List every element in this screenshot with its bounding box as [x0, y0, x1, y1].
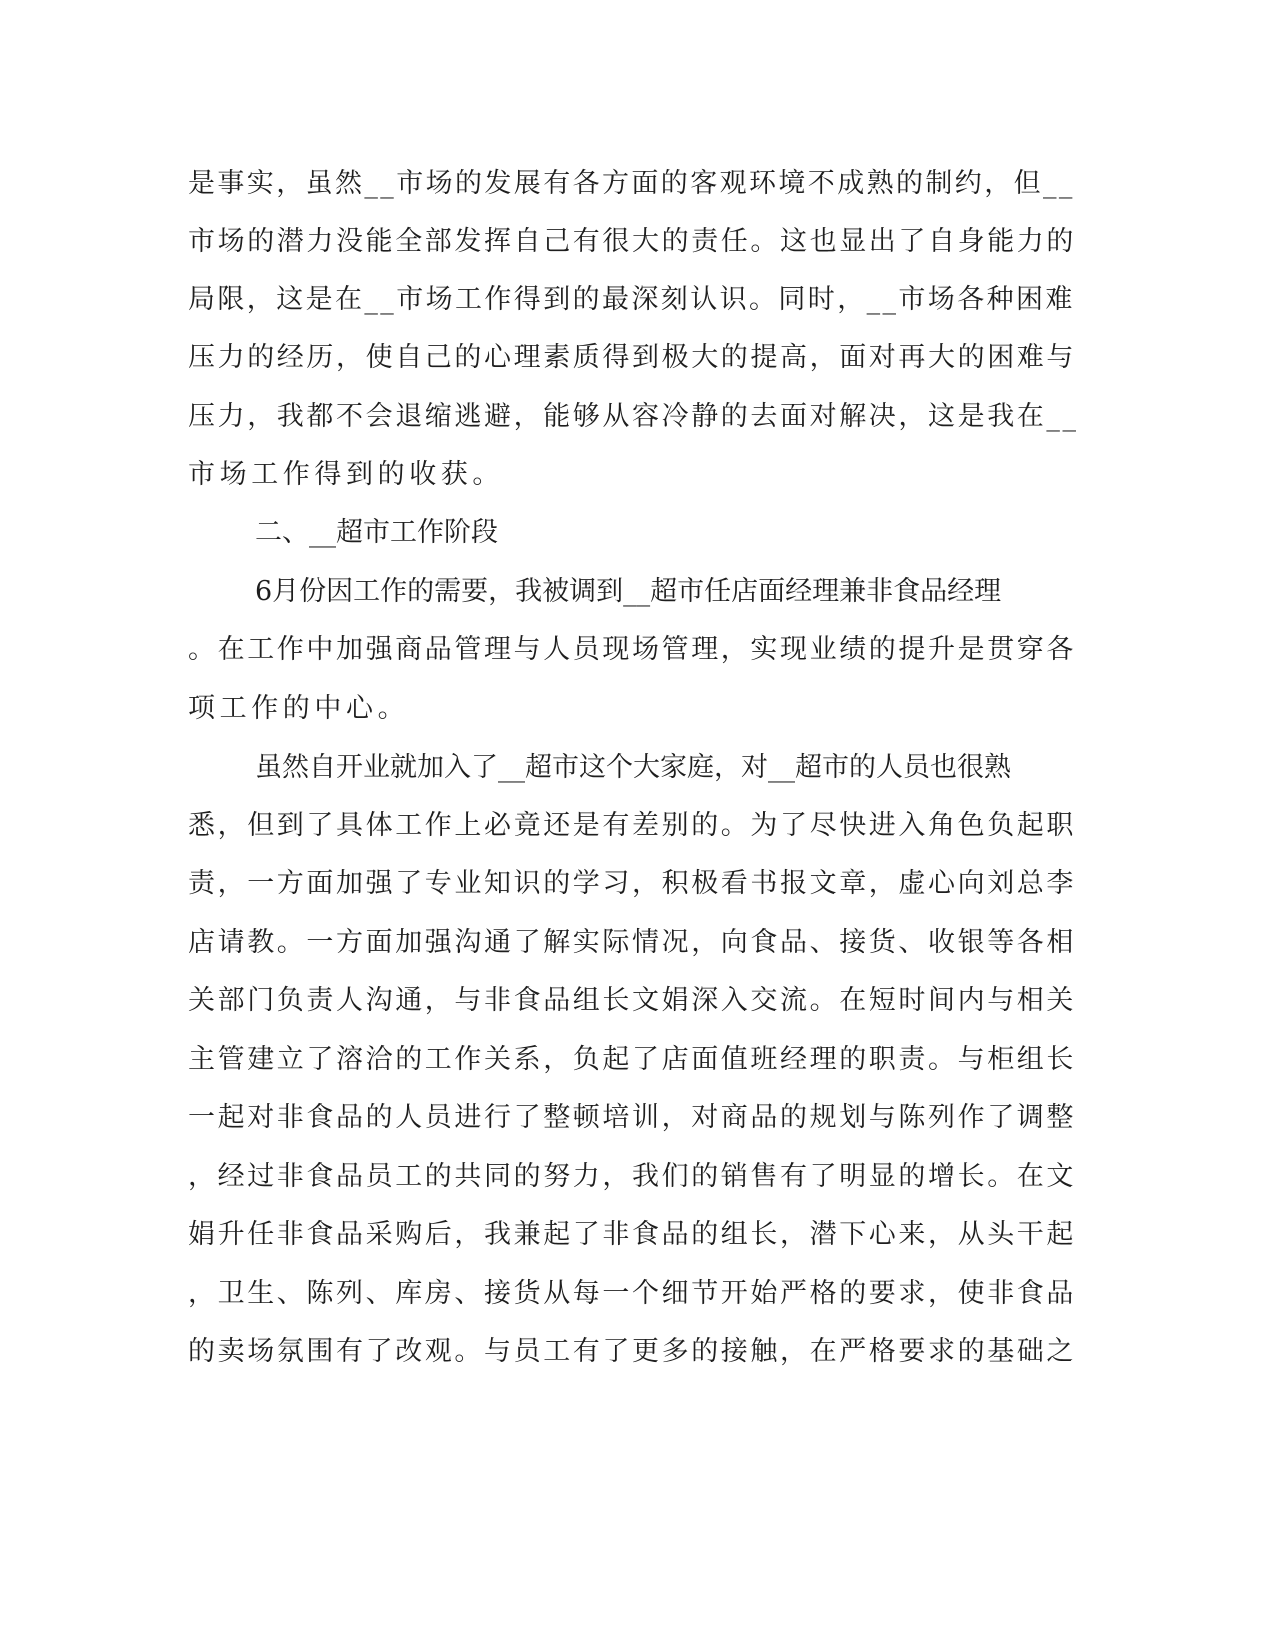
text-line: ，经过非食品员工的共同的努力，我们的销售有了明显的增长。在文	[188, 1161, 1076, 1192]
text-line: 责，一方面加强了专业知识的学习，积极看书报文章，虚心向刘总李	[188, 868, 1076, 899]
text-line: 的卖场氛围有了改观。与员工有了更多的接触，在严格要求的基础之	[188, 1336, 1076, 1367]
text-line: 。在工作中加强商品管理与人员现场管理，实现业绩的提升是贯穿各	[188, 634, 1076, 665]
text-line: 市场工作得到的收获。	[188, 459, 504, 490]
text-line: 一起对非食品的人员进行了整顿培训，对商品的规划与陈列作了调整	[188, 1102, 1076, 1133]
text-line: 关部门负责人沟通，与非食品组长文娟深入交流。在短时间内与相关	[188, 985, 1076, 1016]
text-line: 悉，但到了具体工作上必竟还是有差别的。为了尽快进入角色负起职	[188, 810, 1076, 841]
text-line: 主管建立了溶洽的工作关系，负起了店面值班经理的职责。与柜组长	[188, 1044, 1076, 1075]
text-line: ，卫生、陈列、库房、接货从每一个细节开始严格的要求，使非食品	[188, 1278, 1076, 1309]
text-line: 娟升任非食品采购后，我兼起了非食品的组长，潜下心来，从头干起	[188, 1219, 1076, 1250]
text-line: 市场的潜力没能全部发挥自己有很大的责任。这也显出了自身能力的	[188, 226, 1076, 257]
section-heading: 二、__超市工作阶段	[255, 517, 498, 548]
text-line: 项工作的中心。	[188, 693, 410, 724]
text-line: 压力的经历，使自己的心理素质得到极大的提高，面对再大的困难与	[188, 342, 1076, 373]
text-line: 6月份因工作的需要，我被调到__超市任店面经理兼非食品经理	[255, 576, 1002, 607]
text-line: 压力，我都不会退缩逃避，能够从容冷静的去面对解决，这是我在__	[188, 401, 1079, 432]
text-line: 是事实，虽然__市场的发展有各方面的客观环境不成熟的制约，但__	[188, 168, 1075, 199]
text-line: 局限，这是在__市场工作得到的最深刻认识。同时，__市场各种困难	[188, 284, 1075, 315]
text-line: 虽然自开业就加入了__超市这个大家庭，对__超市的人员也很熟	[255, 752, 1011, 783]
text-line: 店请教。一方面加强沟通了解实际情况，向食品、接货、收银等各相	[188, 927, 1076, 958]
